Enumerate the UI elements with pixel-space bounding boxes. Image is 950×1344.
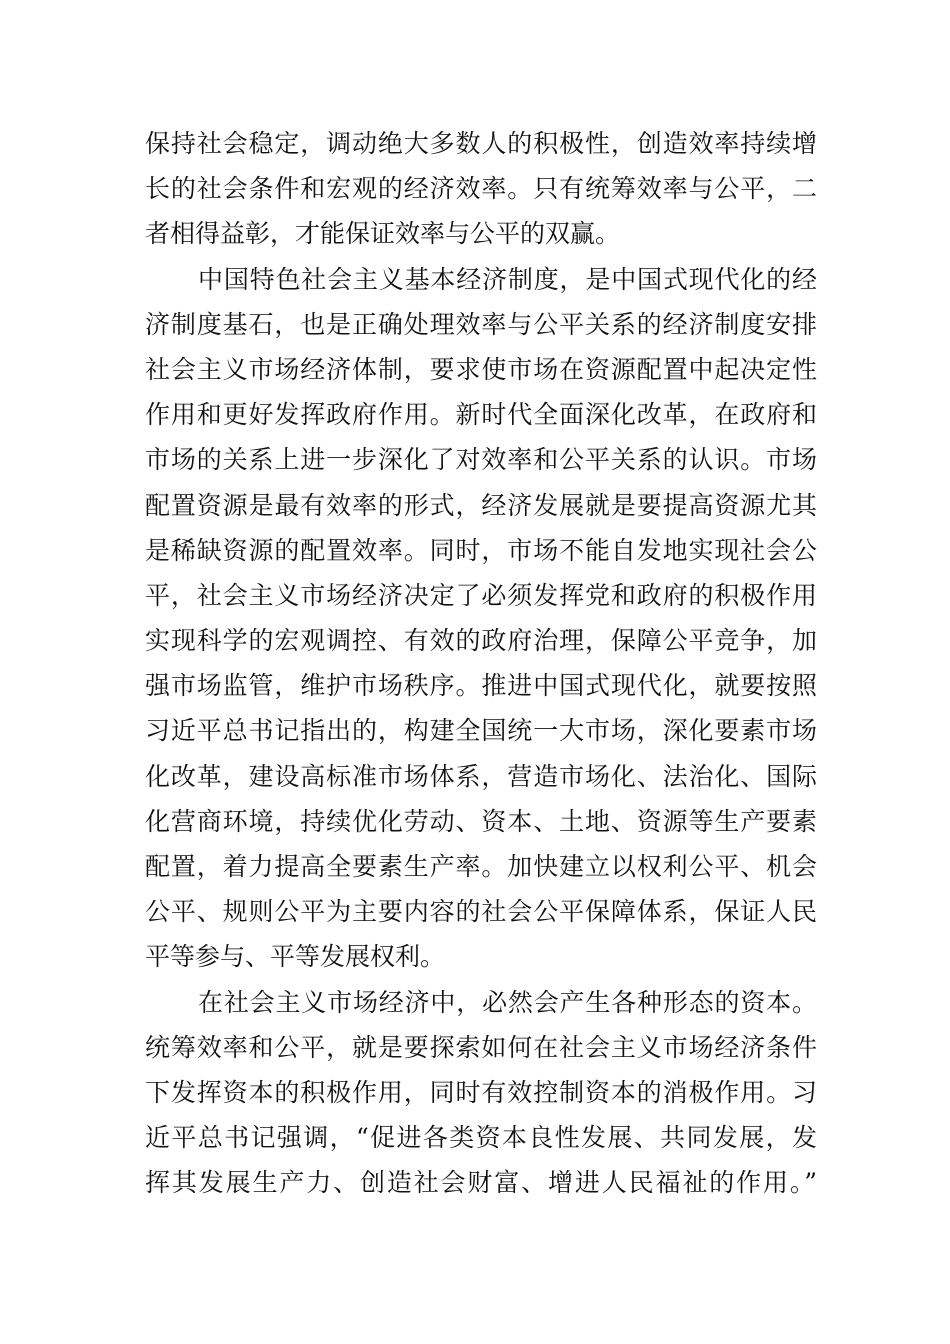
text-line: 市场的关系上进一步深化了对效率和公平关系的认识。市场 [145,445,817,475]
text-line: 配置，着力提高全要素生产率。加快建立以权利公平、机会 [145,852,817,881]
text-line: 配置资源是最有效率的形式，经济发展就是要提高资源尤其 [145,490,817,520]
text-line: 强市场监管，维护市场秩序。推进中国式现代化，就要按照 [145,671,817,701]
text-line: 习近平总书记指出的，构建全国统一大市场，深化要素市场 [145,716,817,746]
text-line: 平等参与、平等发展权利。 [145,942,446,972]
text-line: 化改革，建设高标准市场体系，营造市场化、法治化、国际 [145,761,817,791]
text-line: 长的社会条件和宏观的经济效率。只有统筹效率与公平，二 [145,174,817,204]
text-line: 济制度基石，也是正确处理效率与公平关系的经济制度安排 [145,309,817,339]
text-line: 社会主义市场经济体制，要求使市场在资源配置中起决定性 [145,354,817,384]
text-line: 挥其发展生产力、创造社会财富、增进人民福祉的作用。” [145,1168,817,1198]
text-line: 在社会主义市场经济中，必然会产生各种形态的资本。 [198,987,817,1017]
text-line: 化营商环境，持续优化劳动、资本、土地、资源等生产要素 [145,806,817,836]
text-line: 中国特色社会主义基本经济制度，是中国式现代化的经 [198,264,817,294]
text-line: 作用和更好发挥政府作用。新时代全面深化改革，在政府和 [145,400,817,430]
text-line: 平，社会主义市场经济决定了必须发挥党和政府的积极作用 [145,580,817,610]
text-line: 下发挥资本的积极作用，同时有效控制资本的消极作用。习 [145,1077,817,1107]
text-line: 者相得益彰，才能保证效率与公平的双赢。 [145,219,621,249]
text-line: 是稀缺资源的配置效率。同时，市场不能自发地实现社会公 [145,535,817,565]
body-text [145,121,817,1206]
text-line: 近平总书记强调，“促进各类资本良性发展、共同发展，发 [145,1123,817,1153]
text-line: 实现科学的宏观调控、有效的政府治理，保障公平竞争，加 [145,626,817,656]
text-line: 公平、规则公平为主要内容的社会公平保障体系，保证人民 [145,897,817,927]
text-line: 保持社会稳定，调动绝大多数人的积极性，创造效率持续增 [145,129,817,158]
text-line: 统筹效率和公平，就是要探索如何在社会主义市场经济条件 [145,1032,817,1062]
